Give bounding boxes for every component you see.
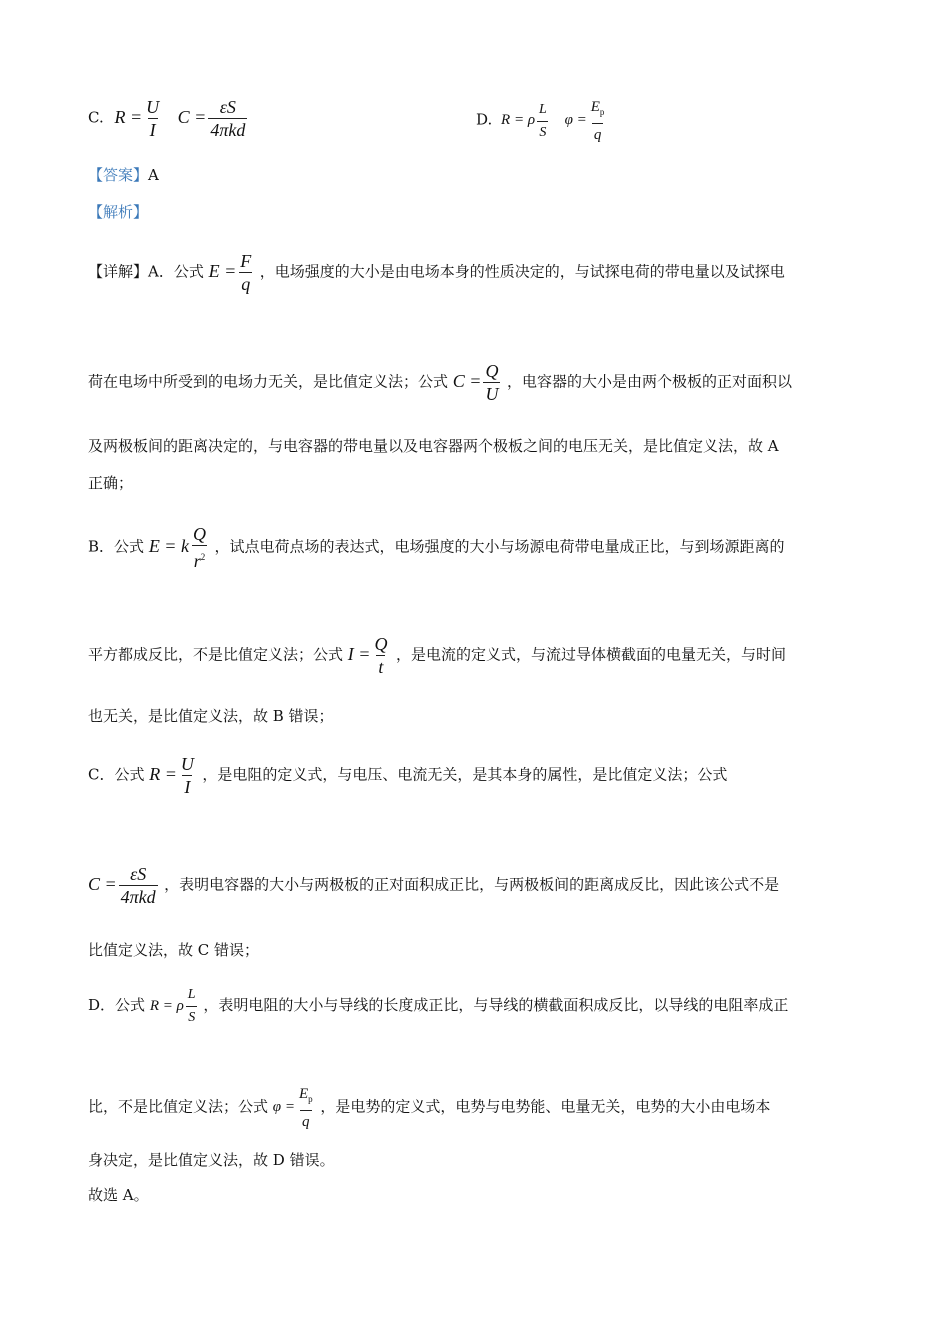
analysis-tag: 【解析】 — [88, 203, 149, 221]
formula-r-u-i: R = $\frac{U}{I}$ — [149, 754, 194, 797]
formula-c-q-u: C = $\frac{Q}{U}$ — [452, 361, 499, 404]
formula-e-kq-r2: E = k $\frac{Q}{r^2}$ — [148, 524, 206, 571]
detail-b-line1: B．公式 E = k $\frac{Q}{r^2}$ ，试点电荷点场的表达式，电场强度的大小与场源电荷带电量成正比，与到场源距离的 — [88, 524, 785, 571]
formula-e-f-q: E = $\frac{F}{q}$ — [208, 251, 252, 294]
option-d-label: D. — [476, 110, 493, 129]
formula-c-eps: C = $\frac{\varepsilon S}{\text{4πkd}}$ — [88, 864, 156, 907]
option-d — [476, 96, 608, 146]
detail-c-line1: C．公式 R = $\frac{U}{I}$ ，是电阻的定义式，与电压、电流无关，是其本身的属性，是比值定义法；公式 — [88, 754, 728, 797]
formula-i-q-t: I = $\frac{Q}{t}$ — [347, 634, 388, 677]
detail-c-line3: 比值定义法，故 C 错误； — [88, 941, 260, 959]
formula-r: R = $\frac{U}{I}$ — [114, 97, 160, 140]
formula-r-rho-l-s: R = ρ $\frac{L}{S}$ — [150, 998, 204, 1014]
analysis-line — [88, 202, 148, 222]
detail-d-line1: D．公式 R = ρ $\frac{L}{S}$ ，表明电阻的大小与导线的长度成正比，与导线的横截面积成反比，以导线的电阻率成正 — [88, 984, 788, 1029]
formula-phi-ep-q: φ = $\frac{E_p}{q}$ — [273, 1099, 321, 1115]
detail-a-line1: 【详解】A．公式 E = $\frac{F}{q}$ ，电场强度的大小是由电场本身的性质决定的，与试探电荷的带电量以及试探电 — [88, 251, 785, 294]
detail-d-line3: 身决定，是比值定义法，故 D 错误。 — [88, 1151, 335, 1169]
option-c-label: C. — [88, 108, 104, 127]
detail-a-line2: 荷在电场中所受到的电场力无关，是比值定义法；公式 C = $\frac{Q}{U}$ ，电容器的大小是由两个极板的正对面积以 — [88, 361, 792, 404]
detail-d-line2: 比，不是比值定义法；公式 φ = $\frac{E_p}{q}$ ，是电势的定义式，电势与电势能、电量无关，电势的大小由电场本 — [88, 1083, 770, 1133]
conclusion-line: 故选 A。 — [88, 1186, 149, 1204]
detail-c-line2: C = $\frac{\varepsilon S}{\text{4πkd}}$ ，表明电容器的大小与两极板的正对面积成正比，与两极板间的距离成反比，因此该公式不是 — [88, 864, 780, 907]
formula-r-rho: R = ρ $\frac{L}{S}$ — [501, 112, 555, 128]
formula-c: C = $\frac{\varepsilon S}{\text{4πkd}}$ — [177, 97, 246, 140]
detail-b-line2: 平方都成反比，不是比值定义法；公式 I = $\frac{Q}{t}$ ，是电流的定义式，与流过导体横截面的电量无关，与时间 — [88, 634, 786, 677]
detail-b-line3: 也无关，是比值定义法，故 B 错误； — [88, 707, 334, 725]
answer-line — [88, 165, 159, 185]
answer-value: A — [148, 166, 159, 184]
detail-a-line3: 及两极板间的距离决定的，与电容器的带电量以及电容器两个极板之间的电压无关，是比值定义法，故 A — [88, 437, 779, 455]
detail-a-line4: 正确； — [88, 474, 134, 492]
option-c — [88, 96, 249, 141]
answer-tag: 【答案】 — [88, 166, 149, 184]
formula-phi: φ = $\frac{E_p}{q}$ — [565, 112, 609, 128]
